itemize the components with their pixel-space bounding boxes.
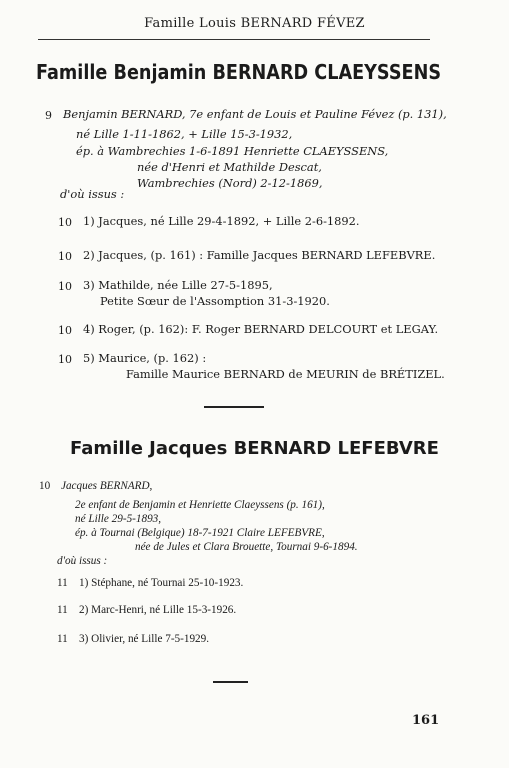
child-generation: 10 (58, 250, 72, 263)
page-number: 161 (412, 713, 440, 728)
child-entry: 2) Marc-Henri, né Lille 15-3-1926. (79, 604, 237, 616)
section-title-claeyssens: Famille Benjamin BERNARD CLAEYSSENS (36, 60, 442, 84)
child-entry: 3) Olivier, né Lille 7-5-1929. (79, 633, 210, 645)
issue-label: d'où issus : (60, 187, 125, 201)
spouse-birth-line: Wambrechies (Nord) 2-12-1869, (137, 176, 323, 190)
child-generation: 10 (58, 280, 72, 293)
birth-line: né Lille 1-11-1862, + Lille 15-3-1932, (76, 127, 293, 141)
generation-number: 10 (39, 480, 51, 492)
section-separator (213, 681, 248, 683)
child-generation: 10 (58, 353, 72, 366)
child-generation: 11 (57, 633, 68, 645)
section-title-lefebvre: Famille Jacques BERNARD LEFEBVRE (70, 438, 439, 459)
spouse-parents-line: née de Jules et Clara Brouette, Tournai 9-6-1894. (135, 541, 358, 553)
generation-number: 9 (45, 109, 52, 122)
child-generation: 11 (57, 604, 68, 616)
marriage-line: ép. à Tournai (Belgique) 18-7-1921 Claire LEFEBVRE, (75, 527, 325, 539)
section-separator (204, 406, 264, 408)
child-entry: 1) Stéphane, né Tournai 25-10-1923. (79, 577, 244, 589)
spouse-parents-line: née d'Henri et Mathilde Descat, (137, 160, 322, 174)
head-line: Jacques BERNARD, (61, 480, 153, 492)
child-generation: 10 (58, 324, 72, 337)
running-head: Famille Louis BERNARD FÉVEZ (144, 16, 365, 31)
child-generation: 10 (58, 216, 72, 229)
child-entry: 5) Maurice, (p. 162) : (83, 351, 207, 365)
marriage-line: ép. à Wambrechies 1-6-1891 Henriette CLAEYSSENS, (76, 144, 389, 158)
child-entry: 1) Jacques, né Lille 29-4-1892, + Lille 2-6-1892. (83, 214, 360, 228)
header-rule (38, 39, 430, 40)
child-entry-continuation: Petite Sœur de l'Assomption 31-3-1920. (100, 294, 330, 308)
child-entry: 3) Mathilde, née Lille 27-5-1895, (83, 278, 273, 292)
issue-label: d'où issus : (57, 555, 108, 567)
child-entry-continuation: Famille Maurice BERNARD de MEURIN de BRÉTIZEL. (126, 367, 445, 381)
child-of-line: 2e enfant de Benjamin et Henriette Claeyssens (p. 161), (75, 499, 325, 511)
child-entry: 4) Roger, (p. 162): F. Roger BERNARD DELCOURT et LEGAY. (83, 322, 439, 336)
birth-line: né Lille 29-5-1893, (75, 513, 162, 525)
head-line: Benjamin BERNARD, 7e enfant de Louis et Pauline Févez (p. 131), (63, 107, 447, 121)
child-entry: 2) Jacques, (p. 161) : Famille Jacques BERNARD LEFEBVRE. (83, 248, 436, 262)
child-generation: 11 (57, 577, 68, 589)
